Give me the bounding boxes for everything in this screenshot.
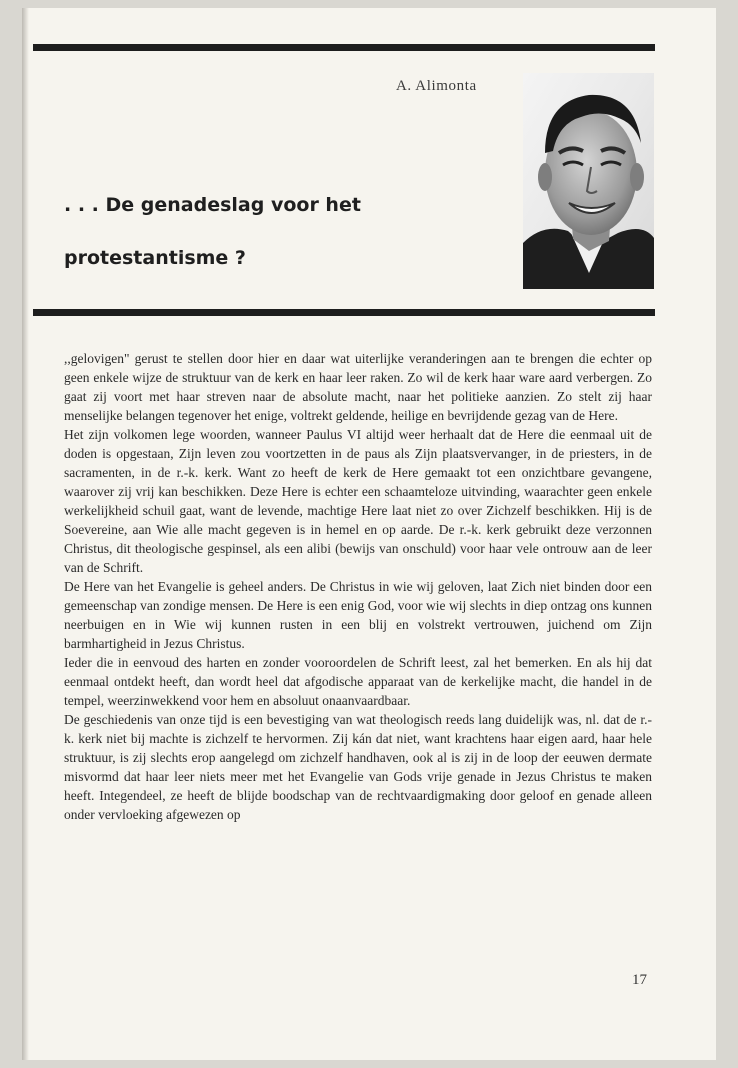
article-title-line-1: . . . De genadeslag voor het (64, 194, 361, 216)
body-paragraph-4: Ieder die in eenvoud des harten en zonder vooroordelen de Schrift leest, zal het bemerken. En als hij dat eenmaal ontdekt heeft, dan wordt heel dat afgodische apparaat van de kerkelijke macht, die handel in de tempel, weerzinwekkend voor hem en absoluut onaanvaardbaar. (64, 655, 652, 708)
page-number: 17 (632, 972, 647, 988)
article-title-line-2: protestantisme ? (64, 247, 246, 269)
body-paragraph-2: Het zijn volkomen lege woorden, wanneer Paulus VI altijd weer herhaalt dat de Here die eenmaal uit de doden is opgestaan, Zijn leven zou voortzetten in de paus als Zijn plaatsvervanger, in de priesters, in de sacramenten, in de r.-k. kerk. Want zo heeft de kerk de Here gemaakt tot een onzichtbare gevangene, waarover zij vrij kan beschikken. Deze Here is echter een schaamteloze uitvinding, waarachter geen enkele werkelijkheid schuil gaat, want de levende, machtige Here laat niet zo over Zichzelf beschikken. Hij is de Soevereine, aan Wie alle macht gegeven is in hemel en op aarde. De r.-k. kerk gebruikt deze verzonnen Christus, dit theologische gespinsel, als een alibi (bewijs van onschuld) voor haar vele ontrouw aan de leer van de Schrift. (64, 427, 652, 575)
header-bottom-rule (33, 309, 655, 316)
body-paragraph-1: ,,gelovigen" gerust te stellen door hier en daar wat uiterlijke veranderingen aan te brengen die echter op geen enkele wijze de struktuur van de kerk en haar leer raken. Zo wil de kerk haar ware aard verbergen. Zo gaat zij voort met haar streven naar de absolute macht, naar het politieke aanzien. Zo stelt zij haar menselijke belangen tegenover het enige, voltrekt geldende, heilige en bevrijdende gezag van de Here. (64, 351, 652, 423)
author-portrait-photo (523, 73, 654, 289)
page-edge-shadow (22, 8, 29, 1060)
header-top-rule (33, 44, 655, 51)
author-name: A. Alimonta (396, 78, 477, 94)
article-body (64, 349, 652, 824)
body-paragraph-3: De Here van het Evangelie is geheel anders. De Christus in wie wij geloven, laat Zich niet binden door een gemeenschap van zondige mensen. De Here is een enig God, voor wie wij slechts in diep ontzag ons kunnen neerbuigen en in Wie wij kunnen rusten in een blij en volstrekt vertrouwen, juichend om Zijn barmhartigheid in Jezus Christus. (64, 579, 652, 651)
body-paragraph-5: De geschiedenis van onze tijd is een bevestiging van wat theologisch reeds lang duidelijk was, nl. dat de r.-k. kerk niet bij machte is zichzelf te hervormen. Zij kán dat niet, want krachtens haar eigen aard, haar hele struktuur, is zij slechts erop aangelegd om zichzelf handhaven, ook al is zij in de loop der eeuwen dermate misvormd dat haar leer niets meer met het Evangelie van Gods vrije genade in Jezus Christus te maken heeft. Integendeel, ze heeft de blijde boodschap van de rechtvaardigmaking door geloof en genade alleen onder vervloeking afgewezen op (64, 712, 652, 822)
